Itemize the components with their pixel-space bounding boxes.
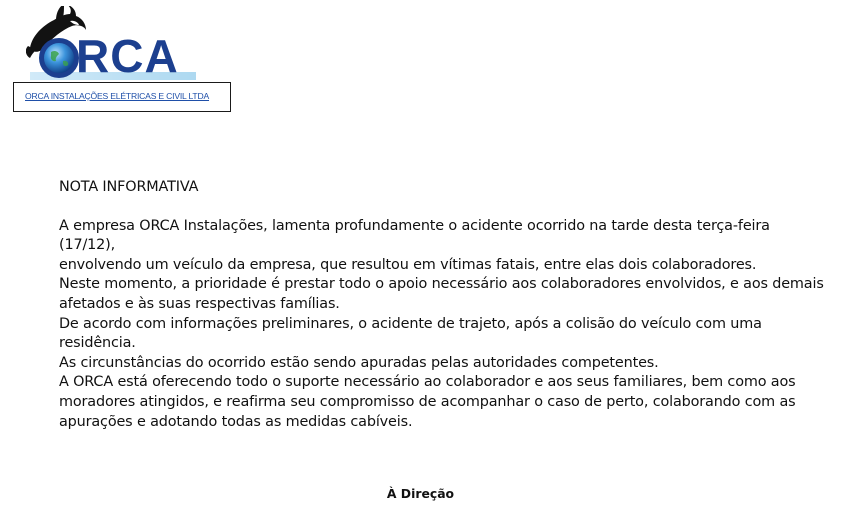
orca-whale-logo-icon bbox=[26, 6, 206, 84]
note-title: NOTA INFORMATIVA bbox=[59, 179, 199, 195]
note-body bbox=[59, 178, 829, 432]
signature: À Direção bbox=[386, 486, 455, 501]
company-name-link[interactable]: ORCA INSTALAÇÕES ELÉTRICAS E CIVIL LTDA bbox=[25, 91, 210, 101]
note-paragraph: A empresa ORCA Instalações, lamenta profundamente o acidente ocorrido na tarde desta terça-feira (17/12), envolvendo um veículo da empresa, que resultou em vítimas fatais, entre elas dois colaboradores. bbox=[59, 217, 770, 273]
company-name-box bbox=[13, 82, 231, 112]
company-logo bbox=[0, 0, 240, 115]
note-paragraph: Neste momento, a prioridade é prestar todo o apoio necessário aos colaboradores envolvidos, e aos demais afetados e às suas respectivas famílias. bbox=[59, 276, 824, 312]
note-paragraph: A ORCA está oferecendo todo o suporte necessário ao colaborador e aos seus familiares, bem como aos moradores atingidos, e reafirma seu compromisso de acompanhar o caso de perto, colaborando com as apurações e adotando todas as medidas cabíveis. bbox=[59, 374, 796, 430]
note-paragraph: De acordo com informações preliminares, o acidente de trajeto, após a colisão do veículo com uma residência. As circunstâncias do ocorrido estão sendo apuradas pelas autoridades competentes. bbox=[59, 315, 762, 371]
svg-text:RCA: RCA bbox=[76, 30, 179, 82]
